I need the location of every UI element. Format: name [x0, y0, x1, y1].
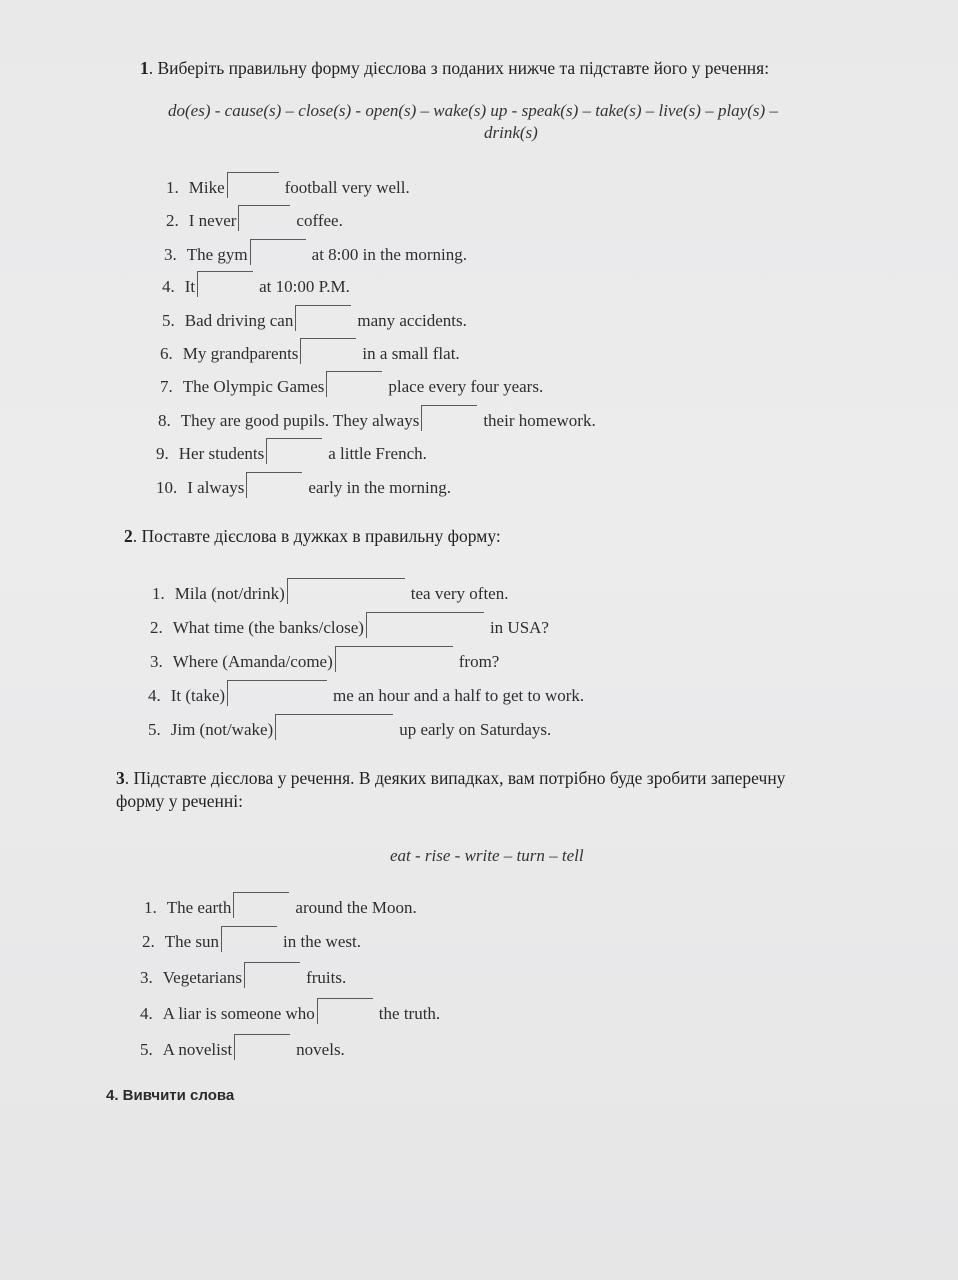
- answer-blank[interactable]: [244, 962, 300, 988]
- section-4-heading: 4. Вивчити слова: [106, 1087, 235, 1104]
- item-number: 4.: [162, 277, 175, 296]
- answer-blank[interactable]: [227, 172, 279, 198]
- section-1-title: . Виберіть правильну форму дієслова з поданих нижче та підставте його у речення:: [148, 58, 770, 78]
- item-number: 5.: [148, 720, 161, 739]
- item-number: 7.: [160, 377, 173, 396]
- s2-item-1: [152, 584, 508, 604]
- item-number: 2.: [150, 618, 163, 637]
- item-text-after: in the west.: [283, 932, 361, 951]
- s3-item-5: [140, 1040, 345, 1060]
- s1-item-6: [160, 344, 460, 364]
- item-number: 10.: [156, 478, 178, 497]
- item-number: 3.: [150, 652, 163, 671]
- item-text-before: I always: [187, 478, 245, 497]
- s1-item-7: [160, 377, 543, 397]
- item-text-before: Mike: [188, 178, 225, 197]
- item-text-after: early in the morning.: [308, 478, 451, 497]
- section-1-number: 1: [140, 58, 149, 78]
- answer-blank[interactable]: [221, 926, 277, 952]
- item-text-after: a little French.: [328, 444, 427, 463]
- item-number: 6.: [160, 344, 173, 363]
- s1-item-8: [158, 411, 596, 431]
- s1-item-2: [166, 211, 343, 231]
- s1-item-5: [162, 311, 467, 331]
- item-number: 4.: [140, 1004, 153, 1023]
- item-text-after: football very well.: [284, 178, 410, 197]
- section-3-title-line-1: . Підставте дієслова у речення. В деяких випадках, вам потрібно буде зробити заперечну: [124, 768, 786, 788]
- item-text-before: A novelist: [162, 1040, 233, 1059]
- item-text-after: around the Moon.: [295, 898, 417, 917]
- s3-item-3: [140, 968, 346, 988]
- item-text-after: at 8:00 in the morning.: [311, 245, 467, 264]
- item-text-before: Mila (not/drink): [174, 584, 285, 603]
- s1-item-10: [156, 478, 451, 498]
- item-text-before: The sun: [164, 932, 220, 951]
- item-text-before: Bad driving can: [184, 311, 294, 330]
- answer-blank[interactable]: [275, 714, 393, 740]
- item-text-before: My grandparents: [182, 344, 299, 363]
- s2-item-2: [150, 618, 549, 638]
- answer-blank[interactable]: [233, 892, 289, 918]
- s2-item-3: [150, 652, 499, 672]
- item-number: 3.: [140, 968, 153, 987]
- item-text-before: Vegetarians: [162, 968, 243, 987]
- item-text-before: Jim (not/wake): [170, 720, 274, 739]
- item-text-after: up early on Saturdays.: [399, 720, 552, 739]
- item-text-before: I never: [188, 211, 237, 230]
- section-2-number: 2: [124, 526, 133, 546]
- item-text-after: coffee.: [296, 211, 343, 230]
- answer-blank[interactable]: [287, 578, 405, 604]
- answer-blank[interactable]: [238, 205, 290, 231]
- item-text-before: What time (the banks/close): [172, 618, 364, 637]
- item-text-before: The earth: [166, 898, 232, 917]
- item-text-before: They are good pupils. They always: [180, 411, 420, 430]
- section-3-number: 3: [116, 768, 125, 788]
- s1-item-9: [156, 444, 427, 464]
- item-text-after: from?: [458, 652, 500, 671]
- answer-blank[interactable]: [250, 239, 306, 265]
- answer-blank[interactable]: [300, 338, 356, 364]
- item-text-before: A liar is someone who: [162, 1004, 315, 1023]
- answer-blank[interactable]: [317, 998, 373, 1024]
- item-number: 9.: [156, 444, 169, 463]
- answer-blank[interactable]: [234, 1034, 290, 1060]
- s3-item-4: [140, 1004, 440, 1024]
- section-2-title: . Поставте дієслова в дужках в правильну форму:: [132, 526, 501, 546]
- section-3-word-bank: eat - rise - write – turn – tell: [390, 846, 584, 865]
- item-number: 2.: [142, 932, 155, 951]
- item-text-after: in USA?: [489, 618, 549, 637]
- s1-item-4: [162, 277, 350, 297]
- answer-blank[interactable]: [335, 646, 453, 672]
- item-number: 4.: [148, 686, 161, 705]
- item-number: 1.: [144, 898, 157, 917]
- section-3-title-line-2: форму у реченні:: [116, 791, 244, 811]
- section-1-word-bank-line-2: drink(s): [484, 123, 538, 142]
- answer-blank[interactable]: [421, 405, 477, 431]
- item-text-before: The gym: [186, 245, 248, 264]
- section-1-word-bank-line-1: do(es) - cause(s) – close(s) - open(s) – wake(s) up - speak(s) – take(s) – live(s) – play(s) –: [168, 101, 778, 120]
- item-text-before: Her students: [178, 444, 265, 463]
- s2-item-5: [148, 720, 551, 740]
- item-text-before: Where (Amanda/come): [172, 652, 333, 671]
- answer-blank[interactable]: [295, 305, 351, 331]
- item-number: 5.: [140, 1040, 153, 1059]
- item-text-after: fruits.: [306, 968, 347, 987]
- answer-blank[interactable]: [227, 680, 327, 706]
- item-number: 3.: [164, 245, 177, 264]
- answer-blank[interactable]: [326, 371, 382, 397]
- s1-item-1: [166, 178, 410, 198]
- item-text-after: in a small flat.: [362, 344, 460, 363]
- item-text-after: the truth.: [378, 1004, 441, 1023]
- item-text-before: It (take): [170, 686, 226, 705]
- item-number: 8.: [158, 411, 171, 430]
- item-text-after: their homework.: [483, 411, 596, 430]
- section-3-heading: [116, 768, 785, 789]
- item-text-after: me an hour and a half to get to work.: [333, 686, 585, 705]
- answer-blank[interactable]: [246, 472, 302, 498]
- item-number: 5.: [162, 311, 175, 330]
- item-number: 1.: [152, 584, 165, 603]
- item-text-after: novels.: [296, 1040, 345, 1059]
- item-number: 1.: [166, 178, 179, 197]
- answer-blank[interactable]: [197, 271, 253, 297]
- item-text-before: It: [184, 277, 196, 296]
- s3-item-2: [142, 932, 361, 952]
- item-number: 2.: [166, 211, 179, 230]
- item-text-after: at 10:00 P.M.: [259, 277, 350, 296]
- section-2-heading: [124, 526, 501, 547]
- item-text-after: place every four years.: [388, 377, 544, 396]
- item-text-after: many accidents.: [357, 311, 467, 330]
- answer-blank[interactable]: [366, 612, 484, 638]
- section-1-heading: [140, 58, 769, 79]
- s2-item-4: [148, 686, 584, 706]
- s1-item-3: [164, 245, 467, 265]
- answer-blank[interactable]: [266, 438, 322, 464]
- s3-item-1: [144, 898, 417, 918]
- item-text-after: tea very often.: [410, 584, 509, 603]
- item-text-before: The Olympic Games: [182, 377, 325, 396]
